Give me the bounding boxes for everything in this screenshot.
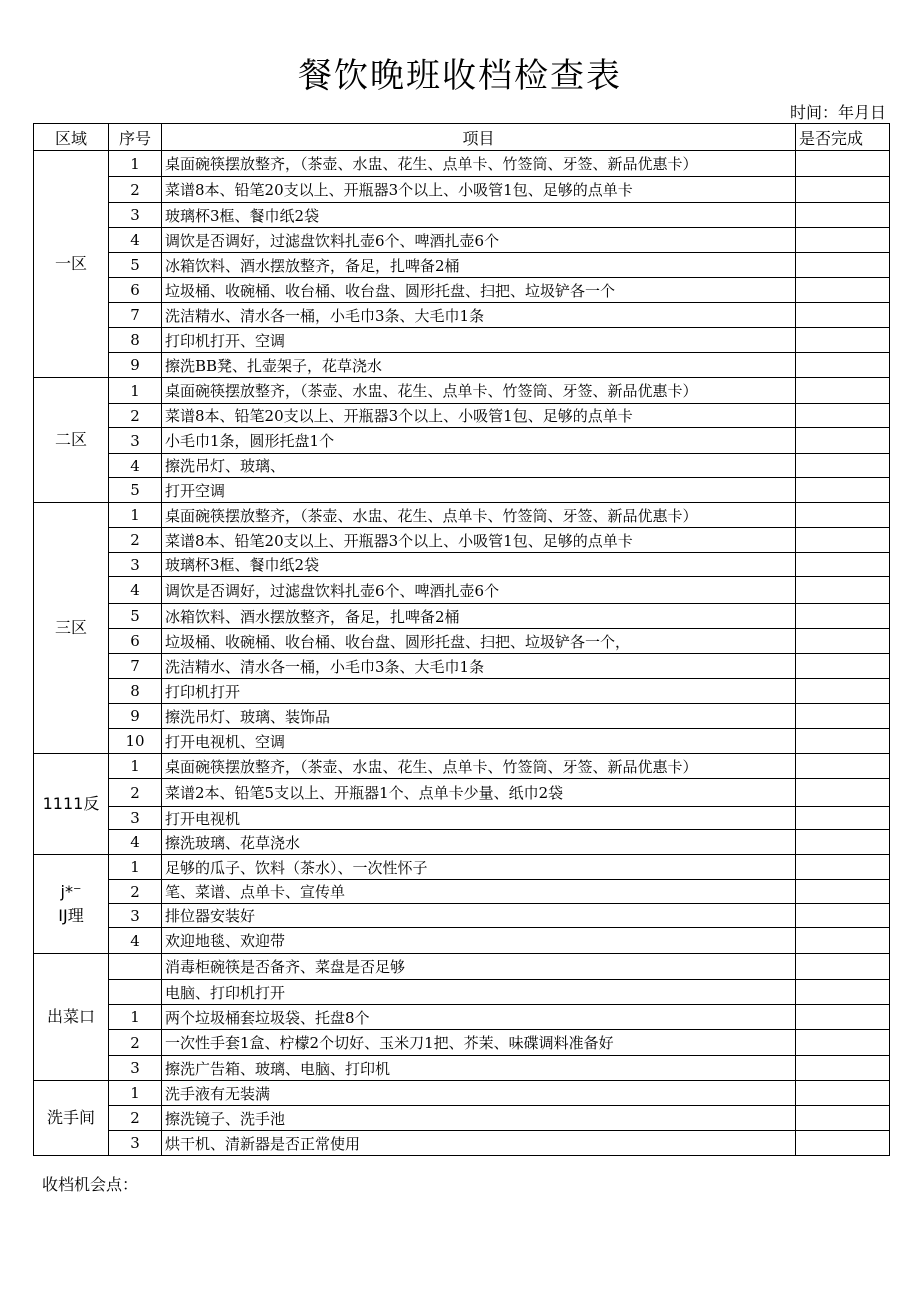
- done-checkbox-cell[interactable]: [796, 830, 890, 855]
- table-row: [34, 428, 890, 454]
- seq-cell: 3: [109, 428, 162, 454]
- seq-cell: 1: [109, 151, 162, 177]
- item-cell: 打开电视机: [162, 807, 796, 830]
- seq-cell: [109, 980, 162, 1005]
- seq-cell: 3: [109, 1056, 162, 1081]
- zone-cell: 一区: [34, 151, 109, 378]
- done-checkbox-cell[interactable]: [796, 654, 890, 679]
- done-checkbox-cell[interactable]: [796, 928, 890, 954]
- table-row: [34, 151, 890, 177]
- done-checkbox-cell[interactable]: [796, 679, 890, 704]
- item-cell: 打印机打开、空调: [162, 328, 796, 353]
- item-cell: 消毒柜碗筷是否备齐、菜盘是否足够: [162, 954, 796, 980]
- seq-cell: 6: [109, 278, 162, 303]
- done-checkbox-cell[interactable]: [796, 629, 890, 654]
- seq-cell: 2: [109, 177, 162, 203]
- table-row: [34, 679, 890, 704]
- seq-cell: 10: [109, 729, 162, 754]
- done-checkbox-cell[interactable]: [796, 228, 890, 253]
- table-row: [34, 1106, 890, 1131]
- item-cell: 冰箱饮料、酒水摆放整齐，备足，扎啤备2桶: [162, 253, 796, 278]
- done-checkbox-cell[interactable]: [796, 855, 890, 880]
- seq-cell: 4: [109, 228, 162, 253]
- seq-cell: 8: [109, 679, 162, 704]
- header-done: 是否完成: [796, 124, 890, 151]
- item-cell: 擦洗镜子、洗手池: [162, 1106, 796, 1131]
- item-cell: 洗手液有无装满: [162, 1081, 796, 1106]
- table-row: [34, 1056, 890, 1081]
- seq-cell: 2: [109, 779, 162, 807]
- table-row: [34, 177, 890, 203]
- item-cell: 擦洗BB凳、扎壶架子，花草浇水: [162, 353, 796, 378]
- seq-cell: 3: [109, 203, 162, 228]
- table-row: [34, 553, 890, 577]
- item-cell: 玻璃杯3框、餐巾纸2袋: [162, 203, 796, 228]
- seq-cell: 4: [109, 830, 162, 855]
- seq-cell: 1: [109, 1081, 162, 1106]
- seq-cell: 3: [109, 553, 162, 577]
- table-row: [34, 378, 890, 404]
- table-row: [34, 577, 890, 604]
- header-row: [34, 124, 890, 151]
- done-checkbox-cell[interactable]: [796, 704, 890, 729]
- item-cell: 调饮是否调好，过滤盘饮料扎壶6个、啤酒扎壶6个: [162, 228, 796, 253]
- header-item: 项目: [162, 124, 796, 151]
- header-seq: 序号: [109, 124, 162, 151]
- done-checkbox-cell[interactable]: [796, 428, 890, 454]
- seq-cell: 7: [109, 654, 162, 679]
- done-checkbox-cell[interactable]: [796, 454, 890, 478]
- item-cell: 两个垃圾桶套垃圾袋、托盘8个: [162, 1005, 796, 1030]
- table-row: [34, 353, 890, 378]
- item-cell: 桌面碗筷摆放整齐，（茶壶、水盅、花生、点单卡、竹签筒、牙签、新品优惠卡）: [162, 378, 796, 404]
- item-cell: 小毛巾1条，圆形托盘1个: [162, 428, 796, 454]
- table-row: [34, 528, 890, 553]
- table-row: [34, 855, 890, 880]
- done-checkbox-cell[interactable]: [796, 1056, 890, 1081]
- date-label: 时间：年月日: [789, 103, 886, 122]
- item-cell: 电脑、打印机打开: [162, 980, 796, 1005]
- item-cell: 垃圾桶、收碗桶、收台桶、收台盘、圆形托盘、扫把、垃圾铲各一个: [162, 278, 796, 303]
- table-row: [34, 729, 890, 754]
- item-cell: 烘干机、清新器是否正常使用: [162, 1131, 796, 1156]
- done-checkbox-cell[interactable]: [796, 604, 890, 629]
- item-cell: 桌面碗筷摆放整齐，（茶壶、水盅、花生、点单卡、竹签筒、牙签、新品优惠卡）: [162, 151, 796, 177]
- seq-cell: 9: [109, 704, 162, 729]
- seq-cell: 2: [109, 1030, 162, 1056]
- done-checkbox-cell[interactable]: [796, 1106, 890, 1131]
- table-row: [34, 604, 890, 629]
- table-row: [34, 228, 890, 253]
- done-checkbox-cell[interactable]: [796, 779, 890, 807]
- item-cell: 桌面碗筷摆放整齐，（茶壶、水盅、花生、点单卡、竹签筒、牙签、新品优惠卡）: [162, 754, 796, 779]
- done-checkbox-cell[interactable]: [796, 151, 890, 177]
- checklist-table: [33, 123, 890, 1156]
- seq-cell: 3: [109, 807, 162, 830]
- seq-cell: 4: [109, 577, 162, 604]
- zone-cell: 出菜口: [34, 954, 109, 1081]
- done-checkbox-cell[interactable]: [796, 1030, 890, 1056]
- table-row: [34, 503, 890, 528]
- item-cell: 打开电视机、空调: [162, 729, 796, 754]
- item-cell: 足够的瓜子、饮料（茶水）、一次性怀子: [162, 855, 796, 880]
- done-checkbox-cell[interactable]: [796, 478, 890, 503]
- done-checkbox-cell[interactable]: [796, 303, 890, 328]
- done-checkbox-cell[interactable]: [796, 404, 890, 428]
- item-cell: 冰箱饮料、酒水摆放整齐，备足，扎啤备2桶: [162, 604, 796, 629]
- seq-cell: 1: [109, 855, 162, 880]
- item-cell: 一次性手套1盒、柠檬2个切好、玉米刀1把、芥茉、味碟调料准备好: [162, 1030, 796, 1056]
- table-row: [34, 1030, 890, 1056]
- item-cell: 排位器安装好: [162, 904, 796, 928]
- zone-cell: 二区: [34, 378, 109, 503]
- zone-cell: 三区: [34, 503, 109, 754]
- done-checkbox-cell[interactable]: [796, 528, 890, 553]
- seq-cell: 2: [109, 1106, 162, 1131]
- table-row: [34, 328, 890, 353]
- seq-cell: 8: [109, 328, 162, 353]
- seq-cell: 5: [109, 478, 162, 503]
- item-cell: 擦洗广告箱、玻璃、电脑、打印机: [162, 1056, 796, 1081]
- seq-cell: 2: [109, 404, 162, 428]
- item-cell: 调饮是否调好，过滤盘饮料扎壶6个、啤酒扎壶6个: [162, 577, 796, 604]
- table-row: [34, 203, 890, 228]
- table-row: [34, 954, 890, 980]
- table-row: [34, 830, 890, 855]
- item-cell: 洗洁精水、清水各一桶，小毛巾3条、大毛巾1条: [162, 654, 796, 679]
- seq-cell: 6: [109, 629, 162, 654]
- table-row: [34, 404, 890, 428]
- table-row: [34, 253, 890, 278]
- item-cell: 菜谱2本、铅笔5支以上、开瓶器1个、点单卡少量、纸巾2袋: [162, 779, 796, 807]
- table-row: [34, 904, 890, 928]
- seq-cell: 1: [109, 503, 162, 528]
- done-checkbox-cell[interactable]: [796, 1131, 890, 1156]
- seq-cell: 5: [109, 253, 162, 278]
- done-checkbox-cell[interactable]: [796, 904, 890, 928]
- item-cell: 菜谱8本、铅笔20支以上、开瓶器3个以上、小吸管1包、足够的点单卡: [162, 177, 796, 203]
- checklist-body: [34, 151, 890, 1156]
- done-checkbox-cell[interactable]: [796, 980, 890, 1005]
- seq-cell: 1: [109, 378, 162, 404]
- done-checkbox-cell[interactable]: [796, 378, 890, 404]
- table-row: [34, 1131, 890, 1156]
- done-checkbox-cell[interactable]: [796, 203, 890, 228]
- done-checkbox-cell[interactable]: [796, 807, 890, 830]
- item-cell: 擦洗玻璃、花草浇水: [162, 830, 796, 855]
- seq-cell: 3: [109, 1131, 162, 1156]
- done-checkbox-cell[interactable]: [796, 880, 890, 904]
- table-row: [34, 754, 890, 779]
- item-cell: 打印机打开: [162, 679, 796, 704]
- table-row: [34, 704, 890, 729]
- item-cell: 洗洁精水、清水各一桶，小毛巾3条、大毛巾1条: [162, 303, 796, 328]
- seq-cell: 5: [109, 604, 162, 629]
- done-checkbox-cell[interactable]: [796, 553, 890, 577]
- seq-cell: 2: [109, 528, 162, 553]
- done-checkbox-cell[interactable]: [796, 1081, 890, 1106]
- done-checkbox-cell[interactable]: [796, 353, 890, 378]
- page-title: 餐饮晚班收档检查表: [298, 56, 622, 96]
- item-cell: 笔、菜谱、点单卡、宣传单: [162, 880, 796, 904]
- item-cell: 擦洗吊灯、玻璃、: [162, 454, 796, 478]
- item-cell: 玻璃杯3框、餐巾纸2袋: [162, 553, 796, 577]
- seq-cell: 9: [109, 353, 162, 378]
- done-checkbox-cell[interactable]: [796, 729, 890, 754]
- seq-cell: 7: [109, 303, 162, 328]
- item-cell: 垃圾桶、收碗桶、收台桶、收台盘、圆形托盘、扫把、垃圾铲各一个，: [162, 629, 796, 654]
- table-row: [34, 1081, 890, 1106]
- item-cell: 桌面碗筷摆放整齐，（茶壶、水盅、花生、点单卡、竹签筒、牙签、新品优惠卡）: [162, 503, 796, 528]
- item-cell: 打开空调: [162, 478, 796, 503]
- footer-note: 收档机会点：: [42, 1175, 139, 1194]
- done-checkbox-cell[interactable]: [796, 954, 890, 980]
- zone-cell: j*⁻ IJ理: [34, 855, 109, 954]
- table-row: [34, 278, 890, 303]
- header-zone: 区域: [34, 124, 109, 151]
- table-row: [34, 1005, 890, 1030]
- done-checkbox-cell[interactable]: [796, 253, 890, 278]
- seq-cell: 1: [109, 1005, 162, 1030]
- table-row: [34, 807, 890, 830]
- done-checkbox-cell[interactable]: [796, 577, 890, 604]
- item-cell: 擦洗吊灯、玻璃、装饰品: [162, 704, 796, 729]
- done-checkbox-cell[interactable]: [796, 1005, 890, 1030]
- seq-cell: [109, 954, 162, 980]
- zone-cell: 洗手间: [34, 1081, 109, 1156]
- item-cell: 菜谱8本、铅笔20支以上、开瓶器3个以上、小吸管1包、足够的点单卡: [162, 528, 796, 553]
- done-checkbox-cell[interactable]: [796, 754, 890, 779]
- table-row: [34, 928, 890, 954]
- table-row: [34, 779, 890, 807]
- item-cell: 欢迎地毯、欢迎带: [162, 928, 796, 954]
- table-row: [34, 454, 890, 478]
- zone-cell: 1111反: [34, 754, 109, 855]
- seq-cell: 4: [109, 928, 162, 954]
- table-row: [34, 303, 890, 328]
- done-checkbox-cell[interactable]: [796, 328, 890, 353]
- table-row: [34, 629, 890, 654]
- done-checkbox-cell[interactable]: [796, 177, 890, 203]
- done-checkbox-cell[interactable]: [796, 503, 890, 528]
- seq-cell: 2: [109, 880, 162, 904]
- seq-cell: 4: [109, 454, 162, 478]
- seq-cell: 3: [109, 904, 162, 928]
- table-row: [34, 478, 890, 503]
- seq-cell: 1: [109, 754, 162, 779]
- table-row: [34, 980, 890, 1005]
- table-row: [34, 880, 890, 904]
- done-checkbox-cell[interactable]: [796, 278, 890, 303]
- table-row: [34, 654, 890, 679]
- item-cell: 菜谱8本、铅笔20支以上、开瓶器3个以上、小吸管1包、足够的点单卡: [162, 404, 796, 428]
